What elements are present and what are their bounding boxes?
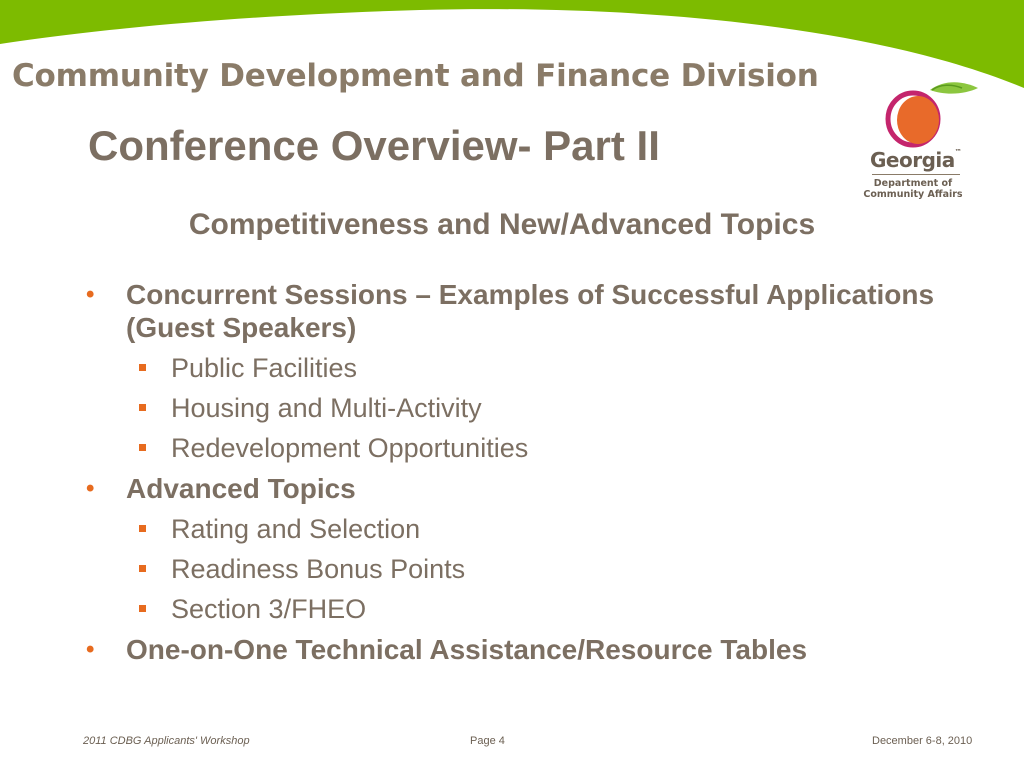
slide-subtitle: Competitiveness and New/Advanced Topics [188,208,816,241]
sub-bullet-text: Housing and Multi-Activity [171,393,482,423]
square-bullet-icon [139,364,146,371]
footer-page-number: Page 4 [470,735,505,747]
sub-bullet-text: Section 3/FHEO [171,594,367,624]
bullet-item [86,472,986,629]
bullet-list [86,278,986,670]
sub-bullet-text: Readiness Bonus Points [171,554,466,584]
sub-bullet-list [126,348,986,468]
bullet-item [86,278,986,468]
slide-title: Conference Overview- Part II [88,122,660,169]
bullet-item [86,633,986,666]
sub-bullet-list [126,509,986,629]
bullet-text: One-on-One Technical Assistance/Resource Tables [126,634,808,665]
square-bullet-icon [139,444,146,451]
peach-logo-icon [882,80,978,148]
sub-bullet-item [126,428,986,468]
bullet-dot-icon: • [86,475,95,502]
sub-bullet-text: Public Facilities [171,353,358,383]
division-banner: Community Development and Finance Division [12,58,819,94]
logo-department-text: Department of Community Affairs [863,178,963,200]
sub-bullet-item [126,388,986,428]
square-bullet-icon [139,605,146,612]
sub-bullet-text: Rating and Selection [171,514,421,544]
footer-workshop: 2011 CDBG Applicants' Workshop [83,735,250,747]
sub-bullet-item [126,589,986,629]
square-bullet-icon [139,565,146,572]
sub-bullet-item [126,348,986,388]
bullet-dot-icon: • [86,281,95,308]
bullet-dot-icon: • [86,636,95,663]
square-bullet-icon [139,404,146,411]
sub-bullet-text: Redevelopment Opportunities [171,433,529,463]
sub-bullet-item [126,549,986,589]
square-bullet-icon [139,525,146,532]
logo-divider [872,174,960,175]
bullet-text: Advanced Topics [126,473,356,504]
bullet-text: Concurrent Sessions – Examples of Successful Applications (Guest Speakers) [126,279,935,343]
georgia-dca-logo [858,80,978,205]
footer-date: December 6-8, 2010 [872,735,973,747]
logo-wordmark: Georgia™ [870,148,962,172]
sub-bullet-item [126,509,986,549]
